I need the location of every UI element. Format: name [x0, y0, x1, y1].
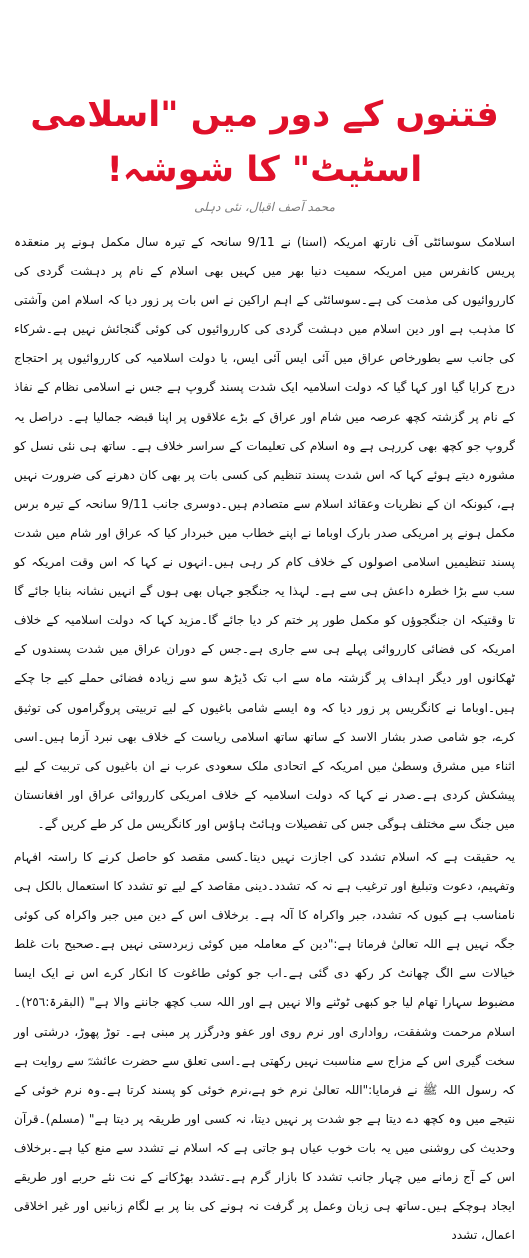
article-title: فتنوں کے دور میں "اسلامی اسٹیٹ" کا شوشہ! — [30, 95, 499, 190]
article-paragraph-2: یہ حقیقت ہے کہ اسلام تشدد کی اجازت نہیں دیتا۔کسی مقصد کو حاصل کرنے کا راستہ افہام وتفہیم، دعوت وتبلیغ اور ترغیب ہے نہ کہ تشدد۔دینی مقاصد کے لیے تو تشدد کا استعمال بالکل ہی نامناسب ہے کیوں کہ تشدد، جبر واکراہ کا آلہ ہے۔ برخلاف اس کے دین میں جبر واکراہ کی کوئی جگہ نہیں ہے اللہ تعالیٰ فرماتا ہے:"دین کے معاملہ میں کوئی زبردستی نہیں ہے۔صحیح بات غلط خیالات سے الگ چھانٹ کر رکھ دی گئی ہے۔اب جو کوئی طاغوت کا انکار کرے اس نے ایک ایسا مضبوط سہارا تھام لیا جو کبھی ٹوٹنے والا نہیں ہے اور اللہ سب کچھ جاننے والا ہے" (البقرۃ:٢٥٦)۔اسلام مرحمت وشفقت، رواداری اور نرم روی اور عفو ودرگزر پر مبنی ہے۔ توڑ پھوڑ، درشتی اور سخت گیری اس کے مزاج سے مناسبت نہیں رکھتی ہے۔اسی تعلق سے حضرت عائشہؓ سے روایت ہے کہ رسول اللہ ﷺ نے فرمایا:"اللہ تعالیٰ نرم خو ہے،نرم خوئی کو پسند کرتا ہے۔وہ نرم خوئی کے نتیجے میں وہ کچھ دے دیتا ہے جو شدت پر نہیں دیتا، نہ کسی اور طریقہ پر دیتا ہے" (مسلم)۔قرآن وحدیث کی روشنی میں یہ بات خوب عیاں ہو جاتی ہے کہ اسلام نے تشدد سے منع کیا ہے۔برخلاف اس کے آج زمانے میں چہار جانب تشدد کا بازار گرم ہے۔تشدد بھڑکانے کے نت نئے حربے اور طریقے ایجاد ہوچکے ہیں۔ساتھ ہی زبان وعمل پر گرفت نہ ہونے کی بنا پر بے لگام زبانیں اور غیر اخلاقی اعمال، تشدد — [14, 849, 515, 1243]
article-byline: محمد آصف اقبال، نئی دہلی — [194, 200, 335, 214]
article-body — [14, 228, 515, 1250]
article-paragraph-1: اسلامک سوسائٹی آف نارتھ امریکہ (اسنا) نے 9/11 سانحہ کے تیرہ سال مکمل ہونے پر منعقدہ پریس کانفرس میں امریکہ سمیت دنیا بھر میں کہیں بھی اسلام کے نام پر دہشت گردی کی کارروائیوں کی مذمت کی ہے۔سوسائٹی کے اہم اراکین نے اس بات پر زور دیا کہ اسلام امن وآشتی کا مذہب ہے اور دین اسلام میں دہشت گردی کی کارروائیوں کی کوئی گنجائش نہیں ہے۔شرکاء کی جانب سے بطورخاص عراق میں آئی ایس آئی ایس، یا دولت اسلامیہ کی کارروائیوں پر احتجاج درج کرایا گیا اور کہا گیا کہ دولت اسلامیہ ایک شدت پسند گروپ ہے جس نے اسلامی نظام کے نفاذ کے نام پر گزشتہ کچھ عرصہ میں شام اور عراق کے بڑے علاقوں پر اپنا قبضہ جمالیا ہے۔ دراصل یہ گروپ جو کچھ بھی کررہی ہے وہ اسلام کی تعلیمات کے سراسر خلاف ہے۔ ساتھ ہی نئی نسل کو مشورہ دیتے ہوئے کہا کہ اس شدت پسند تنظیم کی کسی بات پر بھی کان دھرنے کی ضرورت نہیں ہے، کیونکہ ان کے نظریات وعقائد اسلام سے متصادم ہیں۔دوسری جانب 9/11 سانحہ کے تیرہ برس مکمل ہونے پر امریکی صدر بارک اوباما نے اپنے خطاب میں خبردار کیا کہ عراق اور شام میں شدت پسند تنظیمیں اسلامی اصولوں کے خلاف کام کر رہی ہیں۔انہوں نے کہا کہ اس وقت امریکہ کو سب سے بڑا خطرہ داعش ہی سے ہے۔ لہذا یہ جنگجو جہاں بھی ہوں گے انہیں نشانہ بنایا جائے گا تا وقتیکہ ان جنگجوؤں کو مکمل طور پر ختم کر دیا جائے گا۔مزید کہا کہ دولت اسلامیہ کے خلاف امریکہ کی فضائی کارروائی پہلے ہی سے جاری ہے۔جس کے دوران عراق میں شدت پسندوں کے ٹھکانوں اور دیگر اہداف پر گزشتہ ماہ سے اب تک ڈیڑھ سو سے زیادہ فضائی حملے کیے جا چکے ہیں۔اوباما نے کانگریس پر زور دیا کہ وہ ایسے شامی باغیوں کے لیے تربیتی پروگراموں کی توثیق کرے، جو شامی صدر بشار الاسد کے ساتھ ساتھ اسلامی ریاست کے خلاف بھی نبرد آزما ہیں۔اسی اثناء میں مشرق وسطیٰ میں امریکہ کے اتحادی ملک سعودی عرب نے ان باغیوں کی تربیت کے لیے پیشکش کردی ہے۔صدر نے کہا کہ دولت اسلامیہ کے خلاف امریکی کارروائی عراق اور افغانستان میں جنگ سے مختلف ہوگی جس کی تفصیلات وہائٹ ہاؤس اور کانگریس مل کر طے کریں گے۔ — [14, 235, 516, 831]
